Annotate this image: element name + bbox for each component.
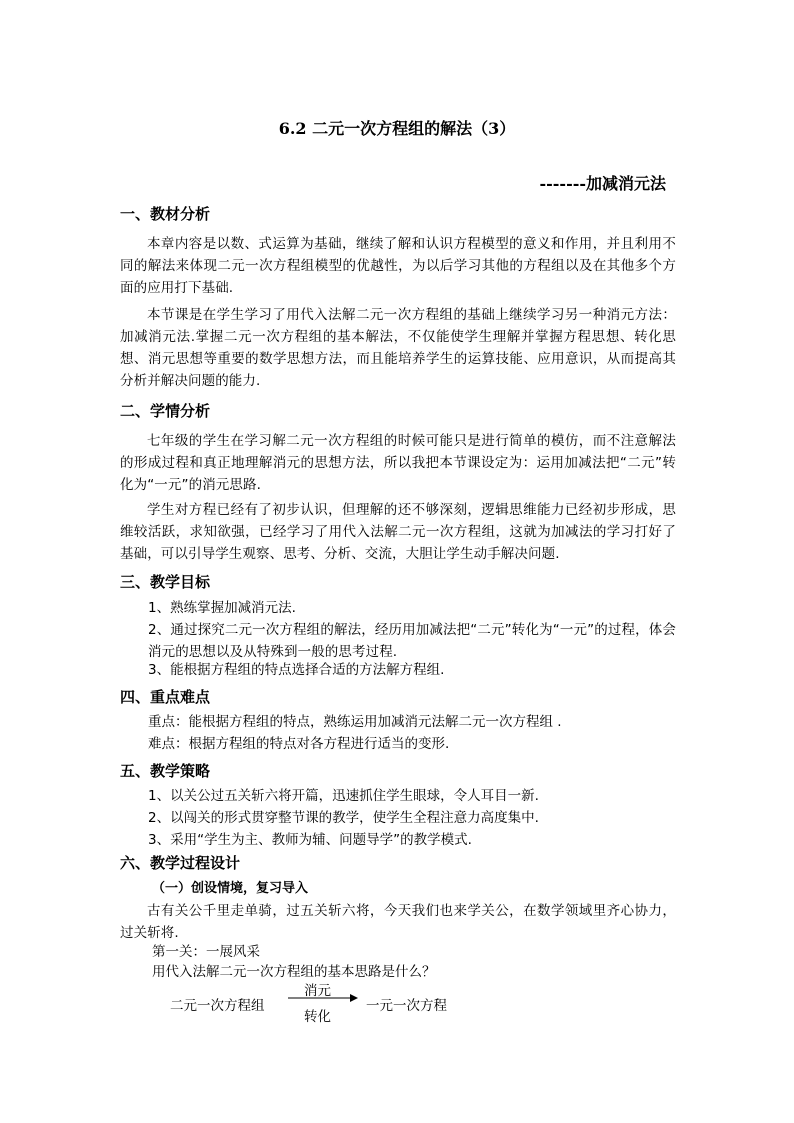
flow-to-label: 一元一次方程 — [366, 998, 447, 1014]
page-subtitle: -------加减消元法 — [539, 174, 666, 193]
objective-item-2: 2、通过探究二元一次方程组的解法，经历用加减法把“二元”转化为“一元”的过程，体会消元的思想以及从特殊到一般的思考过程. — [148, 622, 676, 660]
difficult-point-item: 难点：根据方程组的特点对各方程进行适当的变形. — [148, 736, 450, 752]
level-one-label: 第一关：一展风采 — [152, 944, 260, 960]
page-title: 6.2 二元一次方程组的解法（3） — [278, 119, 516, 138]
paragraph-student-2: 学生对方程已经有了初步认识，但理解的还不够深刻，逻辑思维能力已经初步形成，思维较活跃，求知欲强，已经学习了用代入法解二元一次方程组，这就为加减法的学习打好了基础，可以引导学生观察、思考、分析、交流，大胆让学生动手解决问题. — [120, 502, 676, 562]
section-heading-strategy: 五、教学策略 — [120, 762, 211, 780]
paragraph-textbook-2: 本节课是在学生学习了用代入法解二元一次方程组的基础上继续学习另一种消元方法：加减消元法.掌握二元一次方程组的基本解法，不仅能使学生理解并掌握方程思想、转化思想、消元思想等重要的数学思想方法，而且能培养学生的运算技能、应用意识，从而提高其分析并解决问题的能力. — [120, 307, 676, 389]
key-point-item: 重点：能根据方程组的特点，熟练运用加减消元法解二元一次方程组 . — [148, 714, 562, 730]
section-heading-student-analysis: 二、学情分析 — [120, 402, 211, 420]
section-heading-process: 六、教学过程设计 — [120, 854, 241, 872]
paragraph-intro: 古有关公千里走单骑，过五关斩六将，今天我们也来学关公，在数学领域里齐心协力，过关斩将. — [120, 903, 676, 941]
arrow-right-icon — [286, 992, 358, 1004]
review-question: 用代入法解二元一次方程组的基本思路是什么？ — [152, 964, 436, 980]
flow-arrow-label-below: 转化 — [304, 1009, 331, 1025]
strategy-item-3: 3、采用“学生为主、教师为辅、问题导学”的教学模式. — [148, 832, 472, 848]
strategy-item-1: 1、以关公过五关斩六将开篇，迅速抓住学生眼球，令人耳目一新. — [148, 788, 539, 804]
paragraph-textbook-1: 本章内容是以数、式运算为基础，继续了解和认识方程模型的意义和作用，并且利用不同的解法来体现二元一次方程组模型的优越性，为以后学习其他的方程组以及在其他多个方面的应用打下基础. — [120, 236, 676, 296]
subsection-heading: （一）创设情境，复习导入 — [152, 881, 309, 896]
flow-from-label: 二元一次方程组 — [170, 998, 265, 1014]
strategy-item-2: 2、以闯关的形式贯穿整节课的教学，使学生全程注意力高度集中. — [148, 810, 539, 826]
flow-arrow-label-above: 消元 — [304, 983, 331, 999]
paragraph-student-1: 七年级的学生在学习解二元一次方程组的时候可能只是进行简单的模仿，而不注意解法的形成过程和真正地理解消元的思想方法，所以我把本节课设定为：运用加减法把“二元”转化为“一元”的消元思路. — [120, 433, 676, 493]
conversion-diagram — [170, 982, 470, 1026]
section-heading-key-points: 四、重点难点 — [120, 688, 211, 706]
section-heading-textbook-analysis: 一、教材分析 — [120, 205, 211, 223]
objective-item-1: 1、熟练掌握加减消元法. — [148, 600, 296, 616]
section-heading-objectives: 三、教学目标 — [120, 573, 211, 591]
objective-item-3: 3、能根据方程组的特点选择合适的方法解方程组. — [148, 662, 445, 678]
